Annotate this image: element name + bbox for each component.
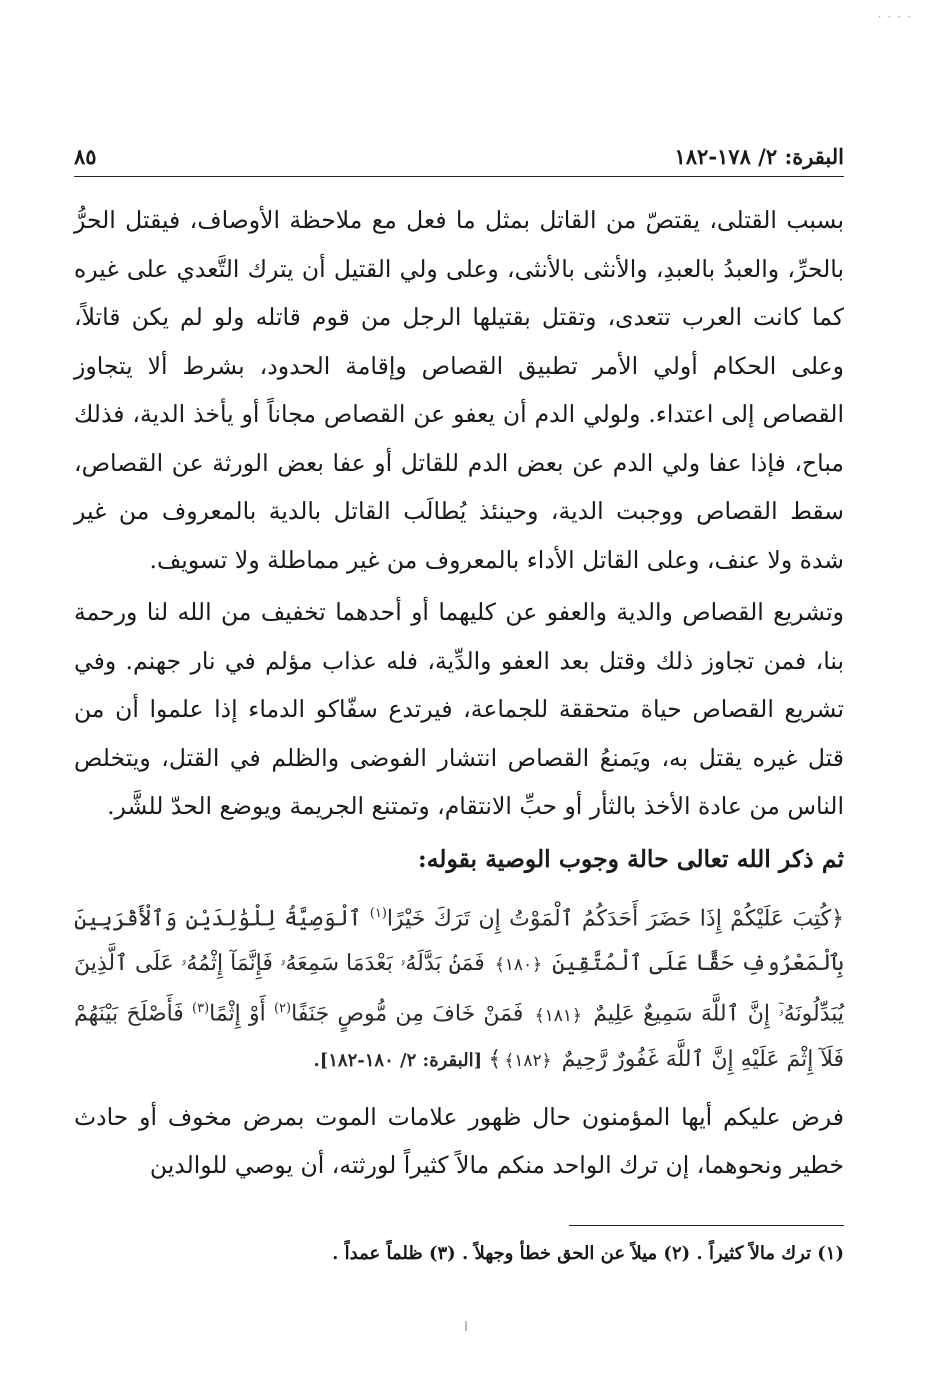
footnote-ref-3: (٣) <box>192 1001 210 1017</box>
ayah-number-182: ﴿١٨٢﴾ <box>504 1050 552 1071</box>
scan-artifact-dots: ···· <box>877 10 917 24</box>
quran-text-4: فَمَنْ خَافَ مِن مُّوصٍ جَنَفًا <box>291 1001 532 1027</box>
running-title: البقرة: ٢/ ١٧٨-١٨٢ <box>674 144 844 169</box>
footnote-ref-1: (١) <box>369 906 387 921</box>
running-header <box>74 140 844 176</box>
quran-text-6: فَأَصْلَحَ بَيْنَهُمْ فَلَآ إِثْمَ عَلَيْهِ إِنَّ ٱللَّهَ غَفُورٌ رَّحِيمٌ <box>74 1001 844 1072</box>
quran-close-bracket: ﴾ <box>488 1046 502 1072</box>
footnote-divider <box>569 1225 844 1226</box>
ayah-number-181: ﴿١٨١﴾ <box>534 1005 582 1026</box>
paragraph-bequest-explanation: فرض عليكم أيها المؤمنون حال ظهور علامات الموت بمرض مخوف أو حادث خطير ونحوهما، إن ترك الواحد منكم مالاً كثيراً لورثته، أن يوصي للوالدين <box>74 1102 844 1180</box>
page-number: ٨٥ <box>74 144 97 169</box>
body-text <box>74 196 844 1190</box>
quran-verses <box>74 891 844 1083</box>
footnote-ref-2: (٢) <box>273 1001 292 1017</box>
quran-open-bracket: ﴿ <box>831 906 844 932</box>
quran-text-1: كُتِبَ عَلَيْكُمْ إِذَا حَضَرَ أَحَدَكُمُ ٱلْمَوْتُ إِن تَرَكَ خَيْرًا <box>386 906 832 932</box>
footnotes: (١) ترك مالاً كثيراً . (٢) ميلاً عن الحق خطأ وجهلاً . (٣) ظلماً عمداً . <box>332 1243 844 1264</box>
scan-artifact-mark <box>465 1321 467 1331</box>
quran-text-5: أَوْ إِثْمًا <box>209 1001 274 1027</box>
paragraph-retaliation: بسبب القتلى، يقتصّ من القاتل بمثل ما فعل مع ملاحظة الأوصاف، فيقتل الحرُّ بالحرِّ، والعبدُ بالعبدِ، والأنثى بالأنثى، وعلى ولي القتيل أن يترك التَّعدي على غيره كما كانت العرب تتعدى، وتقتل بقتيلها الرجل من قوم قاتله ولو لم يكن قاتلاً، وعلى الحكام أولي الأمر تطبيق القصاص وإقامة الحدود، بشرط ألا يتجاوز القصاص إلى اعتداء. ولولي الدم أن يعفو عن القصاص مجاناً أو يأخذ الدية، فذلك مباح، فإذا عفا ولي الدم عن بعض الدم للقاتل أو عفا بعض الورثة عن القصاص، سقط القصاص ووجبت الدية، وحينئذ يُطالَب القاتل بالدية بالمعروف من غير شدة ولا عنف، وعلى القاتل الأداء بالمعروف من غير مماطلة ولا تسويف. <box>74 206 844 574</box>
ayah-number-180: ﴿١٨٠﴾ <box>494 955 543 976</box>
paragraph-legislation: وتشريع القصاص والدية والعفو عن كليهما أو أحدهما تخفيف من الله لنا ورحمة بنا، فمن تجاوز ذلك وقتل بعد العفو والدِّية، فله عذاب مؤلم في نار جهنم. وفي تشريع القصاص حياة متحققة للجماعة، فيرتدع سفّاكو الدماء إذا علموا أن من قتل غيره يقتل به، ويَمنعُ القصاص انتشار الفوضى والظلم في القتل، ويتخلص الناس من عادة الأخذ بالثأر أو حبِّ الانتقام، وتمتنع الجريمة ويوضع الحدّ للشَّر. <box>74 598 844 820</box>
quran-text-2: ٱلْوَصِيَّةُ لِلْوَٰلِدَيْنِ وَٱلْأَقْرَبِينَ بِٱلْمَعْرُوفِ حَقًّا عَلَى ٱلْمُتَّقِينَ <box>74 906 844 977</box>
header-divider <box>74 176 844 177</box>
quran-reference: [البقرة: ٢/ ١٨٠-١٨٢]. <box>313 1049 489 1071</box>
paragraph-bequest-intro: ثم ذكر الله تعالى حالة وجوب الوصية بقوله: <box>418 844 844 873</box>
quran-text-3: فَمَنۢ بَدَّلَهُۥ بَعْدَمَا سَمِعَهُۥ فَإِنَّمَآ إِثْمُهُۥ عَلَى ٱلَّذِينَ يُبَدِّلُونَهُۥٓ إِنَّ ٱللَّهَ سَمِيعٌ عَلِيمٌ <box>74 951 844 1027</box>
